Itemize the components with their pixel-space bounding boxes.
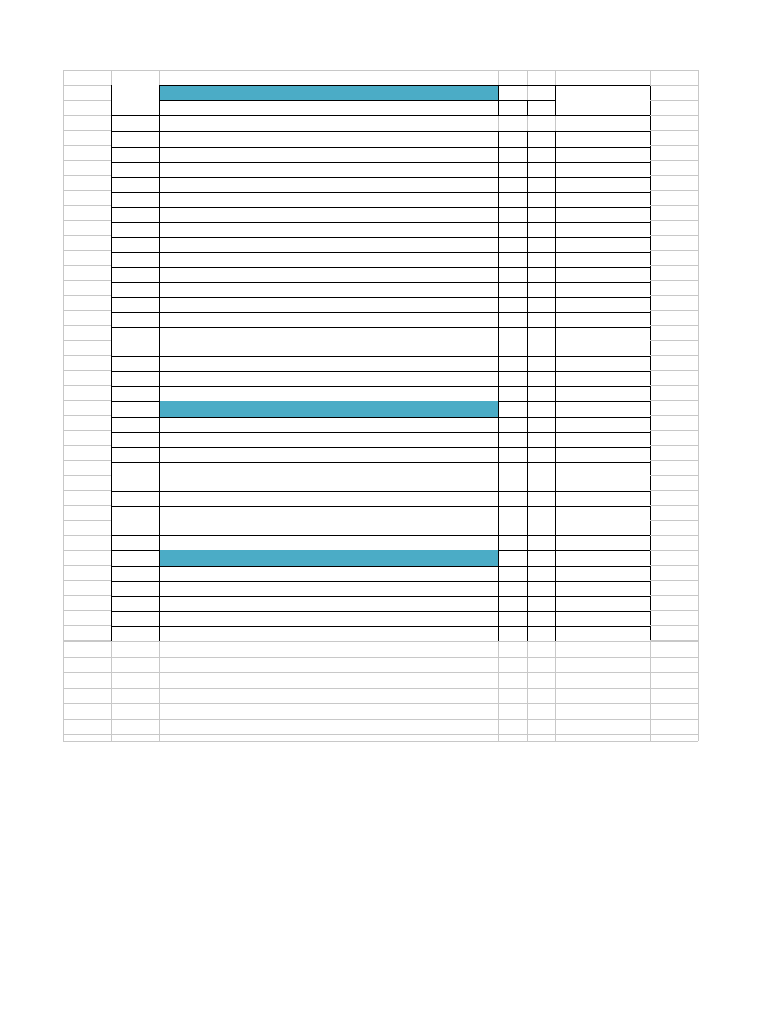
no-cell (527, 506, 555, 535)
no-cell (527, 132, 555, 147)
remarks-header (555, 85, 650, 115)
grid-hline (63, 505, 111, 506)
description-cell (159, 237, 498, 252)
serial-cell (111, 462, 159, 491)
description-cell (159, 222, 498, 237)
no-cell (527, 417, 555, 432)
description-cell (159, 132, 498, 147)
grid-hline (63, 205, 111, 206)
grid-hline (650, 250, 698, 251)
header-border (111, 131, 650, 132)
no-cell (527, 447, 555, 462)
yes-cell (498, 132, 527, 147)
serial-cell (111, 491, 159, 506)
no-cell (527, 491, 555, 506)
yes-cell (498, 282, 527, 297)
yes-cell (498, 192, 527, 207)
grid-hline (650, 505, 698, 506)
description-cell (159, 356, 498, 371)
section-header (159, 401, 498, 417)
grid-hline (63, 580, 111, 581)
grid-hline (63, 400, 111, 401)
no-cell (527, 177, 555, 192)
description-cell (159, 611, 498, 626)
serial-cell (111, 506, 159, 535)
grid-hline (650, 100, 698, 101)
serial-cell (111, 177, 159, 192)
serial-cell (111, 297, 159, 312)
yes-header (498, 100, 527, 115)
yes-cell (498, 252, 527, 267)
description-cell (159, 506, 498, 535)
grid-hline (650, 325, 698, 326)
grid-hline (63, 355, 111, 356)
yes-cell (498, 491, 527, 506)
grid-hline (650, 85, 698, 86)
table-vline (159, 85, 160, 641)
serial-cell (111, 132, 159, 147)
table-vline (527, 100, 528, 116)
no-cell (527, 626, 555, 641)
grid-hline (63, 220, 111, 221)
no-cell (527, 566, 555, 581)
description-cell (159, 535, 498, 550)
grid-hline (63, 672, 698, 673)
grid-hline (650, 535, 698, 536)
yes-cell (498, 611, 527, 626)
grid-hline (63, 475, 111, 476)
grid-hline (650, 295, 698, 296)
grid-hline (650, 220, 698, 221)
description-header (159, 100, 498, 115)
yes-cell (498, 506, 527, 535)
grid-hline (650, 145, 698, 146)
grid-hline (63, 145, 111, 146)
remark-cell (555, 207, 650, 222)
description-cell (159, 177, 498, 192)
grid-hline (63, 719, 698, 720)
grid-hline (63, 595, 111, 596)
serial-cell (111, 282, 159, 297)
grid-hline (650, 565, 698, 566)
serial-cell (111, 267, 159, 282)
yes-cell (498, 581, 527, 596)
serial-cell (111, 162, 159, 177)
table-vline (498, 85, 499, 116)
yes-cell (498, 312, 527, 327)
grid-hline (63, 535, 111, 536)
yes-cell (498, 432, 527, 447)
grid-hline (650, 175, 698, 176)
grid-hline (650, 520, 698, 521)
no-cell (527, 237, 555, 252)
grid-hline (63, 741, 698, 742)
sheet-title (159, 85, 498, 100)
subtitle (159, 116, 555, 131)
table-vline (555, 85, 556, 116)
grid-hline (63, 460, 111, 461)
description-cell (159, 581, 498, 596)
yes-cell (498, 371, 527, 386)
description-cell (159, 447, 498, 462)
description-cell (159, 596, 498, 611)
header-border (111, 115, 650, 116)
grid-hline (650, 355, 698, 356)
no-cell (527, 207, 555, 222)
grid-hline (63, 430, 111, 431)
grid-hline (63, 565, 111, 566)
description-cell (159, 312, 498, 327)
serial-cell (111, 535, 159, 550)
grid-hline (63, 250, 111, 251)
table-vline (111, 85, 112, 641)
grid-hline (650, 640, 698, 641)
grid-hline (63, 385, 111, 386)
description-cell (159, 491, 498, 506)
no-cell (527, 282, 555, 297)
grid-hline (63, 115, 111, 116)
yes-cell (498, 386, 527, 401)
table-vline (527, 131, 528, 641)
header-border (159, 100, 498, 101)
grid-hline (650, 490, 698, 491)
description-cell (159, 327, 498, 356)
remark-cell (555, 147, 650, 162)
section-header (159, 550, 498, 566)
serial-cell (111, 626, 159, 641)
description-cell (159, 371, 498, 386)
grid-hline (650, 115, 698, 116)
description-cell (159, 147, 498, 162)
grid-hline (63, 550, 111, 551)
grid-hline (63, 688, 698, 689)
no-cell (527, 192, 555, 207)
grid-hline (63, 490, 111, 491)
yes-cell (498, 207, 527, 222)
grid-hline (63, 85, 111, 86)
serial-cell (111, 581, 159, 596)
grid-hline (63, 325, 111, 326)
grid-hline (63, 130, 111, 131)
grid-hline (650, 415, 698, 416)
grid-hline (650, 160, 698, 161)
serial-cell (111, 566, 159, 581)
grid-hline (63, 703, 698, 704)
grid-hline (63, 610, 111, 611)
serial-cell (111, 417, 159, 432)
serial-cell (111, 386, 159, 401)
serial-no-header (111, 85, 159, 115)
yes-cell (498, 147, 527, 162)
yes-cell (498, 177, 527, 192)
grid-hline (650, 550, 698, 551)
grid-hline (650, 310, 698, 311)
grid-hline (650, 625, 698, 626)
no-cell (527, 162, 555, 177)
no-cell (527, 297, 555, 312)
yes-cell (498, 417, 527, 432)
grid-hline (63, 175, 111, 176)
grid-hline (650, 475, 698, 476)
description-cell (159, 207, 498, 222)
no-cell (527, 371, 555, 386)
grid-hline (650, 370, 698, 371)
grid-hline (63, 625, 111, 626)
grid-hline (650, 340, 698, 341)
grid-hline (650, 580, 698, 581)
yes-cell (498, 626, 527, 641)
serial-cell (111, 371, 159, 386)
serial-cell (111, 611, 159, 626)
grid-hline (63, 640, 111, 641)
grid-hline (63, 265, 111, 266)
description-cell (159, 297, 498, 312)
status-header (498, 85, 555, 100)
grid-hline (650, 385, 698, 386)
grid-hline (650, 595, 698, 596)
grid-hline (650, 235, 698, 236)
grid-hline (650, 130, 698, 131)
description-cell (159, 252, 498, 267)
no-header (527, 100, 555, 115)
no-cell (527, 252, 555, 267)
grid-hline (63, 415, 111, 416)
no-cell (527, 581, 555, 596)
grid-hline (63, 280, 111, 281)
no-cell (527, 147, 555, 162)
no-cell (527, 535, 555, 550)
yes-cell (498, 566, 527, 581)
grid-hline (650, 205, 698, 206)
serial-cell (111, 252, 159, 267)
grid-hline (63, 70, 698, 71)
yes-cell (498, 267, 527, 282)
description-cell (159, 462, 498, 491)
no-cell (527, 267, 555, 282)
grid-hline (63, 340, 111, 341)
grid-hline (650, 460, 698, 461)
yes-cell (498, 596, 527, 611)
yes-cell (498, 462, 527, 491)
no-cell (527, 596, 555, 611)
grid-hline (63, 160, 111, 161)
yes-cell (498, 327, 527, 356)
serial-cell (111, 237, 159, 252)
serial-cell (111, 222, 159, 237)
serial-cell (111, 596, 159, 611)
description-cell (159, 386, 498, 401)
grid-hline (650, 190, 698, 191)
grid-hline (63, 295, 111, 296)
serial-cell (111, 312, 159, 327)
no-cell (527, 386, 555, 401)
no-cell (527, 432, 555, 447)
grid-hline (63, 445, 111, 446)
grid-hline (63, 641, 698, 642)
yes-cell (498, 447, 527, 462)
description-cell (159, 162, 498, 177)
no-cell (527, 327, 555, 356)
grid-hline (63, 235, 111, 236)
no-cell (527, 312, 555, 327)
serial-cell (111, 192, 159, 207)
table-vline (555, 131, 556, 641)
description-cell (159, 432, 498, 447)
grid-hline (650, 430, 698, 431)
yes-cell (498, 535, 527, 550)
description-cell (159, 417, 498, 432)
grid-hline (63, 734, 698, 735)
grid-hline (63, 520, 111, 521)
no-cell (527, 356, 555, 371)
no-cell (527, 222, 555, 237)
yes-cell (498, 162, 527, 177)
description-cell (159, 282, 498, 297)
serial-cell (111, 447, 159, 462)
table-vline (650, 85, 651, 641)
no-cell (527, 611, 555, 626)
serial-cell (111, 147, 159, 162)
yes-cell (498, 297, 527, 312)
no-cell (527, 462, 555, 491)
grid-hline (63, 190, 111, 191)
grid-vline (698, 70, 699, 741)
description-cell (159, 566, 498, 581)
grid-hline (650, 400, 698, 401)
description-cell (159, 192, 498, 207)
yes-cell (498, 356, 527, 371)
serial-cell (111, 207, 159, 222)
description-cell (159, 626, 498, 641)
description-cell (159, 267, 498, 282)
serial-cell (111, 356, 159, 371)
grid-hline (650, 610, 698, 611)
serial-cell (111, 327, 159, 356)
grid-hline (650, 265, 698, 266)
grid-hline (63, 657, 698, 658)
serial-cell (111, 432, 159, 447)
grid-hline (63, 100, 111, 101)
table-vline (498, 131, 499, 641)
yes-cell (498, 237, 527, 252)
grid-hline (63, 310, 111, 311)
grid-hline (650, 445, 698, 446)
grid-hline (63, 370, 111, 371)
yes-cell (498, 222, 527, 237)
table-border-top (159, 85, 650, 86)
grid-hline (650, 280, 698, 281)
